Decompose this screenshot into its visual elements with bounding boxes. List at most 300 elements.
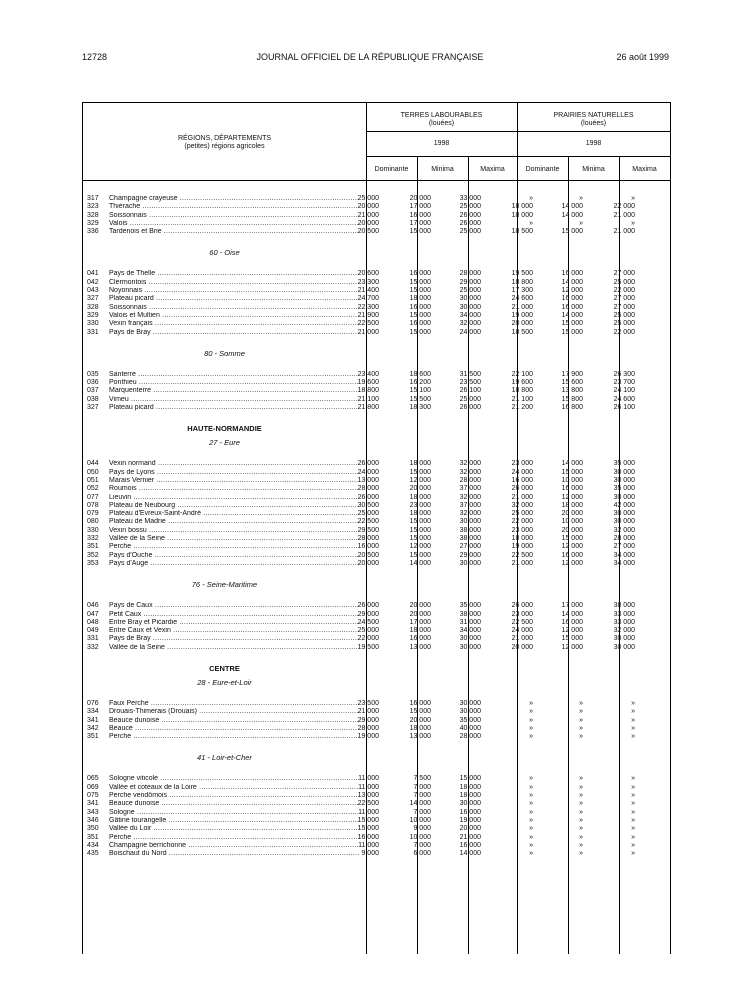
value-cell: 16 000 bbox=[561, 295, 583, 303]
value-cell: 15 000 bbox=[409, 518, 431, 526]
col-header: Minima bbox=[431, 166, 454, 173]
value-cell: » bbox=[529, 733, 533, 741]
value-cell: 15 000 bbox=[561, 635, 583, 643]
value-cell: » bbox=[631, 808, 635, 816]
table-row bbox=[83, 717, 670, 725]
region-code: 331 bbox=[87, 328, 99, 336]
region-name: Gâtine tourangelle ..... bbox=[109, 817, 359, 825]
region-code: 341 bbox=[87, 800, 99, 808]
value-cell: 16 000 bbox=[561, 551, 583, 559]
region-name: Pays d'Ouche ..... bbox=[109, 552, 359, 560]
value-cell: 15 000 bbox=[561, 228, 583, 236]
value-cell: 20 000 bbox=[561, 526, 583, 534]
value-cell: 7 000 bbox=[413, 841, 431, 849]
value-cell: 22 500 bbox=[357, 800, 379, 808]
region-code: 069 bbox=[87, 783, 99, 791]
row-gap bbox=[83, 652, 670, 662]
value-cell: 9 000 bbox=[361, 850, 379, 858]
value-cell: 19 000 bbox=[511, 311, 533, 319]
value-cell: 27 000 bbox=[613, 295, 635, 303]
value-cell: 27 000 bbox=[613, 303, 635, 311]
value-cell: 13 000 bbox=[409, 733, 431, 741]
value-cell: 17 000 bbox=[409, 618, 431, 626]
region-name: Vimeu ..... bbox=[109, 396, 359, 404]
value-cell: 21 000 bbox=[511, 303, 533, 311]
region-name: Perche vendômois ..... bbox=[109, 792, 359, 800]
department-heading: 27 - Eure bbox=[209, 438, 240, 448]
value-cell: » bbox=[529, 841, 533, 849]
terres-subheader: (louées) bbox=[428, 120, 455, 127]
table-row bbox=[83, 611, 670, 619]
header-rule bbox=[366, 156, 670, 157]
value-cell: » bbox=[529, 775, 533, 783]
value-cell: 38 000 bbox=[613, 602, 635, 610]
table-row bbox=[83, 404, 670, 412]
value-cell: 16 000 bbox=[561, 618, 583, 626]
col-header: Maxima bbox=[480, 166, 505, 173]
value-cell: 15 000 bbox=[409, 311, 431, 319]
table-row bbox=[83, 396, 670, 404]
value-cell: 30 000 bbox=[459, 518, 481, 526]
value-cell: 32 000 bbox=[613, 627, 635, 635]
value-cell: 20 000 bbox=[409, 610, 431, 618]
value-cell: 29 000 bbox=[459, 551, 481, 559]
value-cell: 21 000 bbox=[511, 493, 533, 501]
value-cell: 30 000 bbox=[613, 468, 635, 476]
region-code: 330 bbox=[87, 526, 99, 534]
value-cell: » bbox=[529, 716, 533, 724]
value-cell: 18 000 bbox=[511, 535, 533, 543]
value-cell: 26 100 bbox=[459, 387, 481, 395]
value-cell: 22 000 bbox=[357, 635, 379, 643]
region-code: 052 bbox=[87, 485, 99, 493]
region-code: 350 bbox=[87, 825, 99, 833]
value-cell: 22 500 bbox=[511, 618, 533, 626]
value-cell: » bbox=[579, 816, 583, 824]
region-subheader: (petites) régions agricoles bbox=[184, 143, 265, 150]
value-cell: 23 000 bbox=[409, 501, 431, 509]
value-cell: 26 000 bbox=[459, 219, 481, 227]
table-row bbox=[83, 212, 670, 220]
value-cell: 30 000 bbox=[459, 708, 481, 716]
row-gap bbox=[83, 450, 670, 460]
region-name: Valois ..... bbox=[109, 220, 359, 228]
row-gap bbox=[83, 337, 670, 347]
region-name: Vallée du Loir ..... bbox=[109, 825, 359, 833]
value-cell: 21 000 bbox=[511, 635, 533, 643]
region-name: Entre Bray et Picardie ..... bbox=[109, 619, 359, 627]
value-cell: 30 000 bbox=[613, 643, 635, 651]
value-cell: 21 900 bbox=[357, 311, 379, 319]
table-row bbox=[83, 800, 670, 808]
value-cell: 24 600 bbox=[613, 395, 635, 403]
value-cell: 21 000 bbox=[613, 228, 635, 236]
value-cell: 15 000 bbox=[409, 287, 431, 295]
table-row bbox=[83, 195, 670, 203]
region-code: 041 bbox=[87, 270, 99, 278]
row-gap bbox=[83, 690, 670, 700]
value-cell: 38 000 bbox=[459, 535, 481, 543]
department-heading: 60 - Oise bbox=[209, 248, 240, 258]
value-cell: 26 000 bbox=[511, 602, 533, 610]
value-cell: » bbox=[529, 816, 533, 824]
region-name: Ponthieu ..... bbox=[109, 379, 359, 387]
value-cell: » bbox=[631, 699, 635, 707]
value-cell: 18 000 bbox=[409, 295, 431, 303]
value-cell: 20 000 bbox=[511, 643, 533, 651]
value-cell: 22 000 bbox=[511, 518, 533, 526]
value-cell: 21 200 bbox=[511, 404, 533, 412]
value-cell: 18 000 bbox=[409, 493, 431, 501]
region-code: 351 bbox=[87, 733, 99, 741]
value-cell: » bbox=[631, 733, 635, 741]
value-cell: 19 000 bbox=[357, 733, 379, 741]
value-cell: 11 000 bbox=[358, 775, 379, 783]
value-cell: » bbox=[579, 708, 583, 716]
value-cell: 17 000 bbox=[409, 203, 431, 211]
value-cell: 18 000 bbox=[459, 783, 481, 791]
value-cell: 26 000 bbox=[459, 404, 481, 412]
value-cell: 16 200 bbox=[409, 379, 431, 387]
value-cell: 15 600 bbox=[561, 379, 583, 387]
region-name: Plateau de Madrie ..... bbox=[109, 518, 359, 526]
value-cell: 26 000 bbox=[459, 211, 481, 219]
table-row bbox=[83, 502, 670, 510]
value-cell: 7 000 bbox=[413, 783, 431, 791]
value-cell: 16 000 bbox=[409, 270, 431, 278]
table-row bbox=[83, 850, 670, 858]
value-cell: 23 000 bbox=[511, 460, 533, 468]
value-cell: 32 000 bbox=[613, 526, 635, 534]
value-cell: 11 000 bbox=[358, 808, 379, 816]
value-cell: 37 000 bbox=[459, 485, 481, 493]
value-cell: » bbox=[631, 816, 635, 824]
value-cell: 16 000 bbox=[357, 833, 379, 841]
region-code: 043 bbox=[87, 287, 99, 295]
value-cell: 15 000 bbox=[409, 328, 431, 336]
table-row bbox=[83, 379, 670, 387]
table-row bbox=[83, 817, 670, 825]
value-cell: 18 800 bbox=[357, 387, 379, 395]
value-cell: 10 000 bbox=[561, 476, 583, 484]
table-row bbox=[83, 560, 670, 568]
col-header: Maxima bbox=[632, 166, 657, 173]
region-name: Beauce dunoise ..... bbox=[109, 800, 359, 808]
value-cell: 15 000 bbox=[409, 278, 431, 286]
value-cell: 37 000 bbox=[459, 501, 481, 509]
region-name: Plateau picard ..... bbox=[109, 404, 359, 412]
table-row bbox=[83, 725, 670, 733]
value-cell: 18 500 bbox=[511, 228, 533, 236]
value-cell: 18 000 bbox=[511, 203, 533, 211]
region-name: Plateau de Neubourg ..... bbox=[109, 502, 359, 510]
value-cell: 15 000 bbox=[357, 825, 379, 833]
value-cell: 35 000 bbox=[459, 716, 481, 724]
region-name: Noyonnais ..... bbox=[109, 287, 359, 295]
value-cell: 17 900 bbox=[561, 370, 583, 378]
value-cell: 14 000 bbox=[561, 311, 583, 319]
value-cell: 14 000 bbox=[561, 610, 583, 618]
region-code: 323 bbox=[87, 203, 99, 211]
row-gap bbox=[83, 592, 670, 602]
value-cell: 29 000 bbox=[357, 610, 379, 618]
value-cell: 30 000 bbox=[459, 635, 481, 643]
value-cell: 22 000 bbox=[613, 287, 635, 295]
region-code: 352 bbox=[87, 551, 99, 559]
value-cell: 17 000 bbox=[561, 602, 583, 610]
value-cell: 12 000 bbox=[561, 543, 583, 551]
value-cell: » bbox=[631, 195, 635, 202]
value-cell: 26 100 bbox=[613, 404, 635, 412]
value-cell: 23 400 bbox=[357, 370, 379, 378]
value-cell: 20 000 bbox=[357, 203, 379, 211]
value-cell: 25 000 bbox=[357, 510, 379, 518]
value-cell: » bbox=[631, 825, 635, 833]
table-row bbox=[83, 775, 670, 783]
terres-header: TERRES LABOURABLES bbox=[400, 112, 483, 119]
value-cell: 27 000 bbox=[459, 543, 481, 551]
value-cell: 29 500 bbox=[357, 526, 379, 534]
value-cell: 24 600 bbox=[511, 295, 533, 303]
value-cell: 16 000 bbox=[561, 270, 583, 278]
value-cell: » bbox=[631, 775, 635, 783]
value-cell: 32 000 bbox=[459, 320, 481, 328]
price-table bbox=[82, 102, 671, 954]
value-cell: 20 500 bbox=[357, 551, 379, 559]
value-cell: 20 600 bbox=[357, 270, 379, 278]
region-code: 329 bbox=[87, 311, 99, 319]
department-heading: 41 - Loir-et-Cher bbox=[197, 753, 252, 763]
value-cell: 12 000 bbox=[409, 543, 431, 551]
region-name: Pays de Thelle ..... bbox=[109, 270, 359, 278]
value-cell: 30 000 bbox=[613, 635, 635, 643]
table-row bbox=[83, 809, 670, 817]
region-code: 049 bbox=[87, 627, 99, 635]
value-cell: 15 000 bbox=[561, 328, 583, 336]
value-cell: 38 000 bbox=[459, 526, 481, 534]
region-name: Pays de Lyons ..... bbox=[109, 469, 359, 477]
region-name: Boischaut du Nord ..... bbox=[109, 850, 359, 858]
table-row bbox=[83, 304, 670, 312]
value-cell: » bbox=[529, 833, 533, 841]
department-heading: 80 - Somme bbox=[204, 348, 245, 358]
value-cell: 42 000 bbox=[613, 501, 635, 509]
region-name: Champagne crayeuse ..... bbox=[109, 195, 359, 203]
region-code: 044 bbox=[87, 460, 99, 468]
journal-title: JOURNAL OFFICIEL DE LA RÉPUBLIQUE FRANÇAISE bbox=[256, 52, 484, 62]
value-cell: 40 000 bbox=[459, 724, 481, 732]
value-cell: 25 000 bbox=[511, 510, 533, 518]
region-code: 065 bbox=[87, 775, 99, 783]
value-cell: 17 300 bbox=[511, 287, 533, 295]
value-cell: 15 000 bbox=[409, 708, 431, 716]
value-cell: 21 000 bbox=[357, 211, 379, 219]
value-cell: 15 000 bbox=[357, 816, 379, 824]
region-header: RÉGIONS, DÉPARTEMENTS bbox=[177, 135, 272, 142]
value-cell: » bbox=[529, 219, 533, 227]
region-name: Marquenterre ..... bbox=[109, 387, 359, 395]
value-cell: 22 300 bbox=[357, 303, 379, 311]
region-name: Tardenois et Brie ..... bbox=[109, 228, 359, 236]
value-cell: 28 000 bbox=[459, 476, 481, 484]
value-cell: 22 500 bbox=[357, 518, 379, 526]
value-cell: 33 000 bbox=[459, 195, 481, 202]
table-row bbox=[83, 295, 670, 303]
value-cell: 14 000 bbox=[561, 211, 583, 219]
value-cell: 29 000 bbox=[459, 278, 481, 286]
value-cell: 33 000 bbox=[613, 610, 635, 618]
table-row bbox=[83, 627, 670, 635]
value-cell: 30 000 bbox=[459, 800, 481, 808]
table-row bbox=[83, 518, 670, 526]
value-cell: 15 000 bbox=[409, 468, 431, 476]
value-cell: 16 000 bbox=[409, 699, 431, 707]
value-cell: 16 000 bbox=[561, 485, 583, 493]
value-cell: 22 100 bbox=[511, 370, 533, 378]
value-cell: 20 000 bbox=[409, 602, 431, 610]
region-name: Vexin normand ..... bbox=[109, 460, 359, 468]
value-cell: 20 000 bbox=[459, 825, 481, 833]
row-gap bbox=[83, 236, 670, 246]
region-name: Beauce dunoise ..... bbox=[109, 717, 359, 725]
value-cell: 20 000 bbox=[409, 195, 431, 202]
region-name: Perche ..... bbox=[109, 733, 359, 741]
region-name: Thiérache ..... bbox=[109, 203, 359, 211]
region-code: 332 bbox=[87, 643, 99, 651]
value-cell: » bbox=[579, 800, 583, 808]
value-cell: 18 000 bbox=[409, 510, 431, 518]
value-cell: 10 000 bbox=[409, 816, 431, 824]
value-cell: 32 000 bbox=[511, 501, 533, 509]
value-cell: 30 500 bbox=[357, 501, 379, 509]
value-cell: 10 000 bbox=[561, 518, 583, 526]
value-cell: 32 000 bbox=[459, 510, 481, 518]
table-row bbox=[83, 644, 670, 652]
region-name: Soissonnais ..... bbox=[109, 212, 359, 220]
table-row bbox=[83, 371, 670, 379]
value-cell: 25 000 bbox=[459, 228, 481, 236]
value-cell: » bbox=[529, 792, 533, 800]
value-cell: 14 000 bbox=[409, 800, 431, 808]
value-cell: 7 000 bbox=[413, 792, 431, 800]
value-cell: 24 700 bbox=[357, 295, 379, 303]
value-cell: 21 400 bbox=[357, 287, 379, 295]
region-code: 328 bbox=[87, 303, 99, 311]
table-row bbox=[83, 733, 670, 741]
value-cell: 18 000 bbox=[409, 724, 431, 732]
region-name: Valois et Multien ..... bbox=[109, 312, 359, 320]
value-cell: 12 000 bbox=[561, 287, 583, 295]
value-cell: 18 000 bbox=[511, 211, 533, 219]
region-code: 077 bbox=[87, 493, 99, 501]
region-name: Sologne viticole ..... bbox=[109, 775, 359, 783]
value-cell: » bbox=[631, 724, 635, 732]
value-cell: 19 600 bbox=[357, 379, 379, 387]
value-cell: 25 000 bbox=[357, 195, 379, 202]
value-cell: 7 000 bbox=[413, 808, 431, 816]
table-row bbox=[83, 279, 670, 287]
table-row bbox=[83, 552, 670, 560]
value-cell: 30 000 bbox=[613, 476, 635, 484]
region-code: 341 bbox=[87, 716, 99, 724]
region-code: 327 bbox=[87, 295, 99, 303]
region-name: Lieuvin ..... bbox=[109, 494, 359, 502]
region-name: Sologne ..... bbox=[109, 809, 359, 817]
value-cell: 27 000 bbox=[613, 270, 635, 278]
value-cell: » bbox=[529, 195, 533, 202]
value-cell: 22 000 bbox=[613, 203, 635, 211]
value-cell: 25 000 bbox=[613, 320, 635, 328]
region-code: 327 bbox=[87, 404, 99, 412]
value-cell: 28 000 bbox=[613, 535, 635, 543]
value-cell: 24 000 bbox=[511, 468, 533, 476]
region-name: Soissonnais ..... bbox=[109, 304, 359, 312]
table-row bbox=[83, 834, 670, 842]
value-cell: 25 000 bbox=[459, 395, 481, 403]
value-cell: 30 000 bbox=[459, 643, 481, 651]
value-cell: » bbox=[631, 800, 635, 808]
value-cell: 21 100 bbox=[511, 395, 533, 403]
value-cell: 15 000 bbox=[409, 526, 431, 534]
table-row bbox=[83, 494, 670, 502]
region-name: Roumois ..... bbox=[109, 485, 359, 493]
value-cell: 13 000 bbox=[357, 476, 379, 484]
value-cell: 27 000 bbox=[613, 543, 635, 551]
region-code: 042 bbox=[87, 278, 99, 286]
value-cell: 21 000 bbox=[459, 833, 481, 841]
value-cell: » bbox=[631, 708, 635, 716]
region-code: 334 bbox=[87, 708, 99, 716]
value-cell: » bbox=[579, 808, 583, 816]
value-cell: 20 000 bbox=[561, 510, 583, 518]
value-cell: 15 000 bbox=[409, 551, 431, 559]
region-name: Santerre ..... bbox=[109, 371, 359, 379]
region-code: 047 bbox=[87, 610, 99, 618]
table-row bbox=[83, 784, 670, 792]
value-cell: » bbox=[529, 800, 533, 808]
region-code: 078 bbox=[87, 501, 99, 509]
table-row bbox=[83, 320, 670, 328]
value-cell: 31 500 bbox=[459, 370, 481, 378]
value-cell: 14 000 bbox=[561, 203, 583, 211]
row-gap bbox=[83, 741, 670, 751]
region-code: 079 bbox=[87, 510, 99, 518]
page-number: 12728 bbox=[82, 52, 108, 62]
value-cell: » bbox=[579, 699, 583, 707]
prairies-subheader: (louées) bbox=[580, 120, 607, 127]
region-name: Vallée de la Seine ..... bbox=[109, 644, 359, 652]
value-cell: 21 000 bbox=[357, 708, 379, 716]
region-code: 434 bbox=[87, 841, 99, 849]
value-cell: 22 000 bbox=[613, 328, 635, 336]
value-cell: » bbox=[579, 733, 583, 741]
table-row bbox=[83, 287, 670, 295]
region-name: Pays de Bray ..... bbox=[109, 635, 359, 643]
region-code: 328 bbox=[87, 211, 99, 219]
table-row bbox=[83, 825, 670, 833]
value-cell: 31 000 bbox=[459, 618, 481, 626]
value-cell: 15 100 bbox=[409, 387, 431, 395]
value-cell: 22 500 bbox=[357, 320, 379, 328]
region-code: 048 bbox=[87, 618, 99, 626]
value-cell: 18 300 bbox=[409, 404, 431, 412]
value-cell: 18 600 bbox=[409, 370, 431, 378]
value-cell: 24 500 bbox=[357, 618, 379, 626]
value-cell: 18 800 bbox=[511, 278, 533, 286]
department-heading: 76 - Seine-Maritime bbox=[191, 580, 258, 590]
value-cell: » bbox=[579, 195, 583, 202]
value-cell: » bbox=[631, 716, 635, 724]
